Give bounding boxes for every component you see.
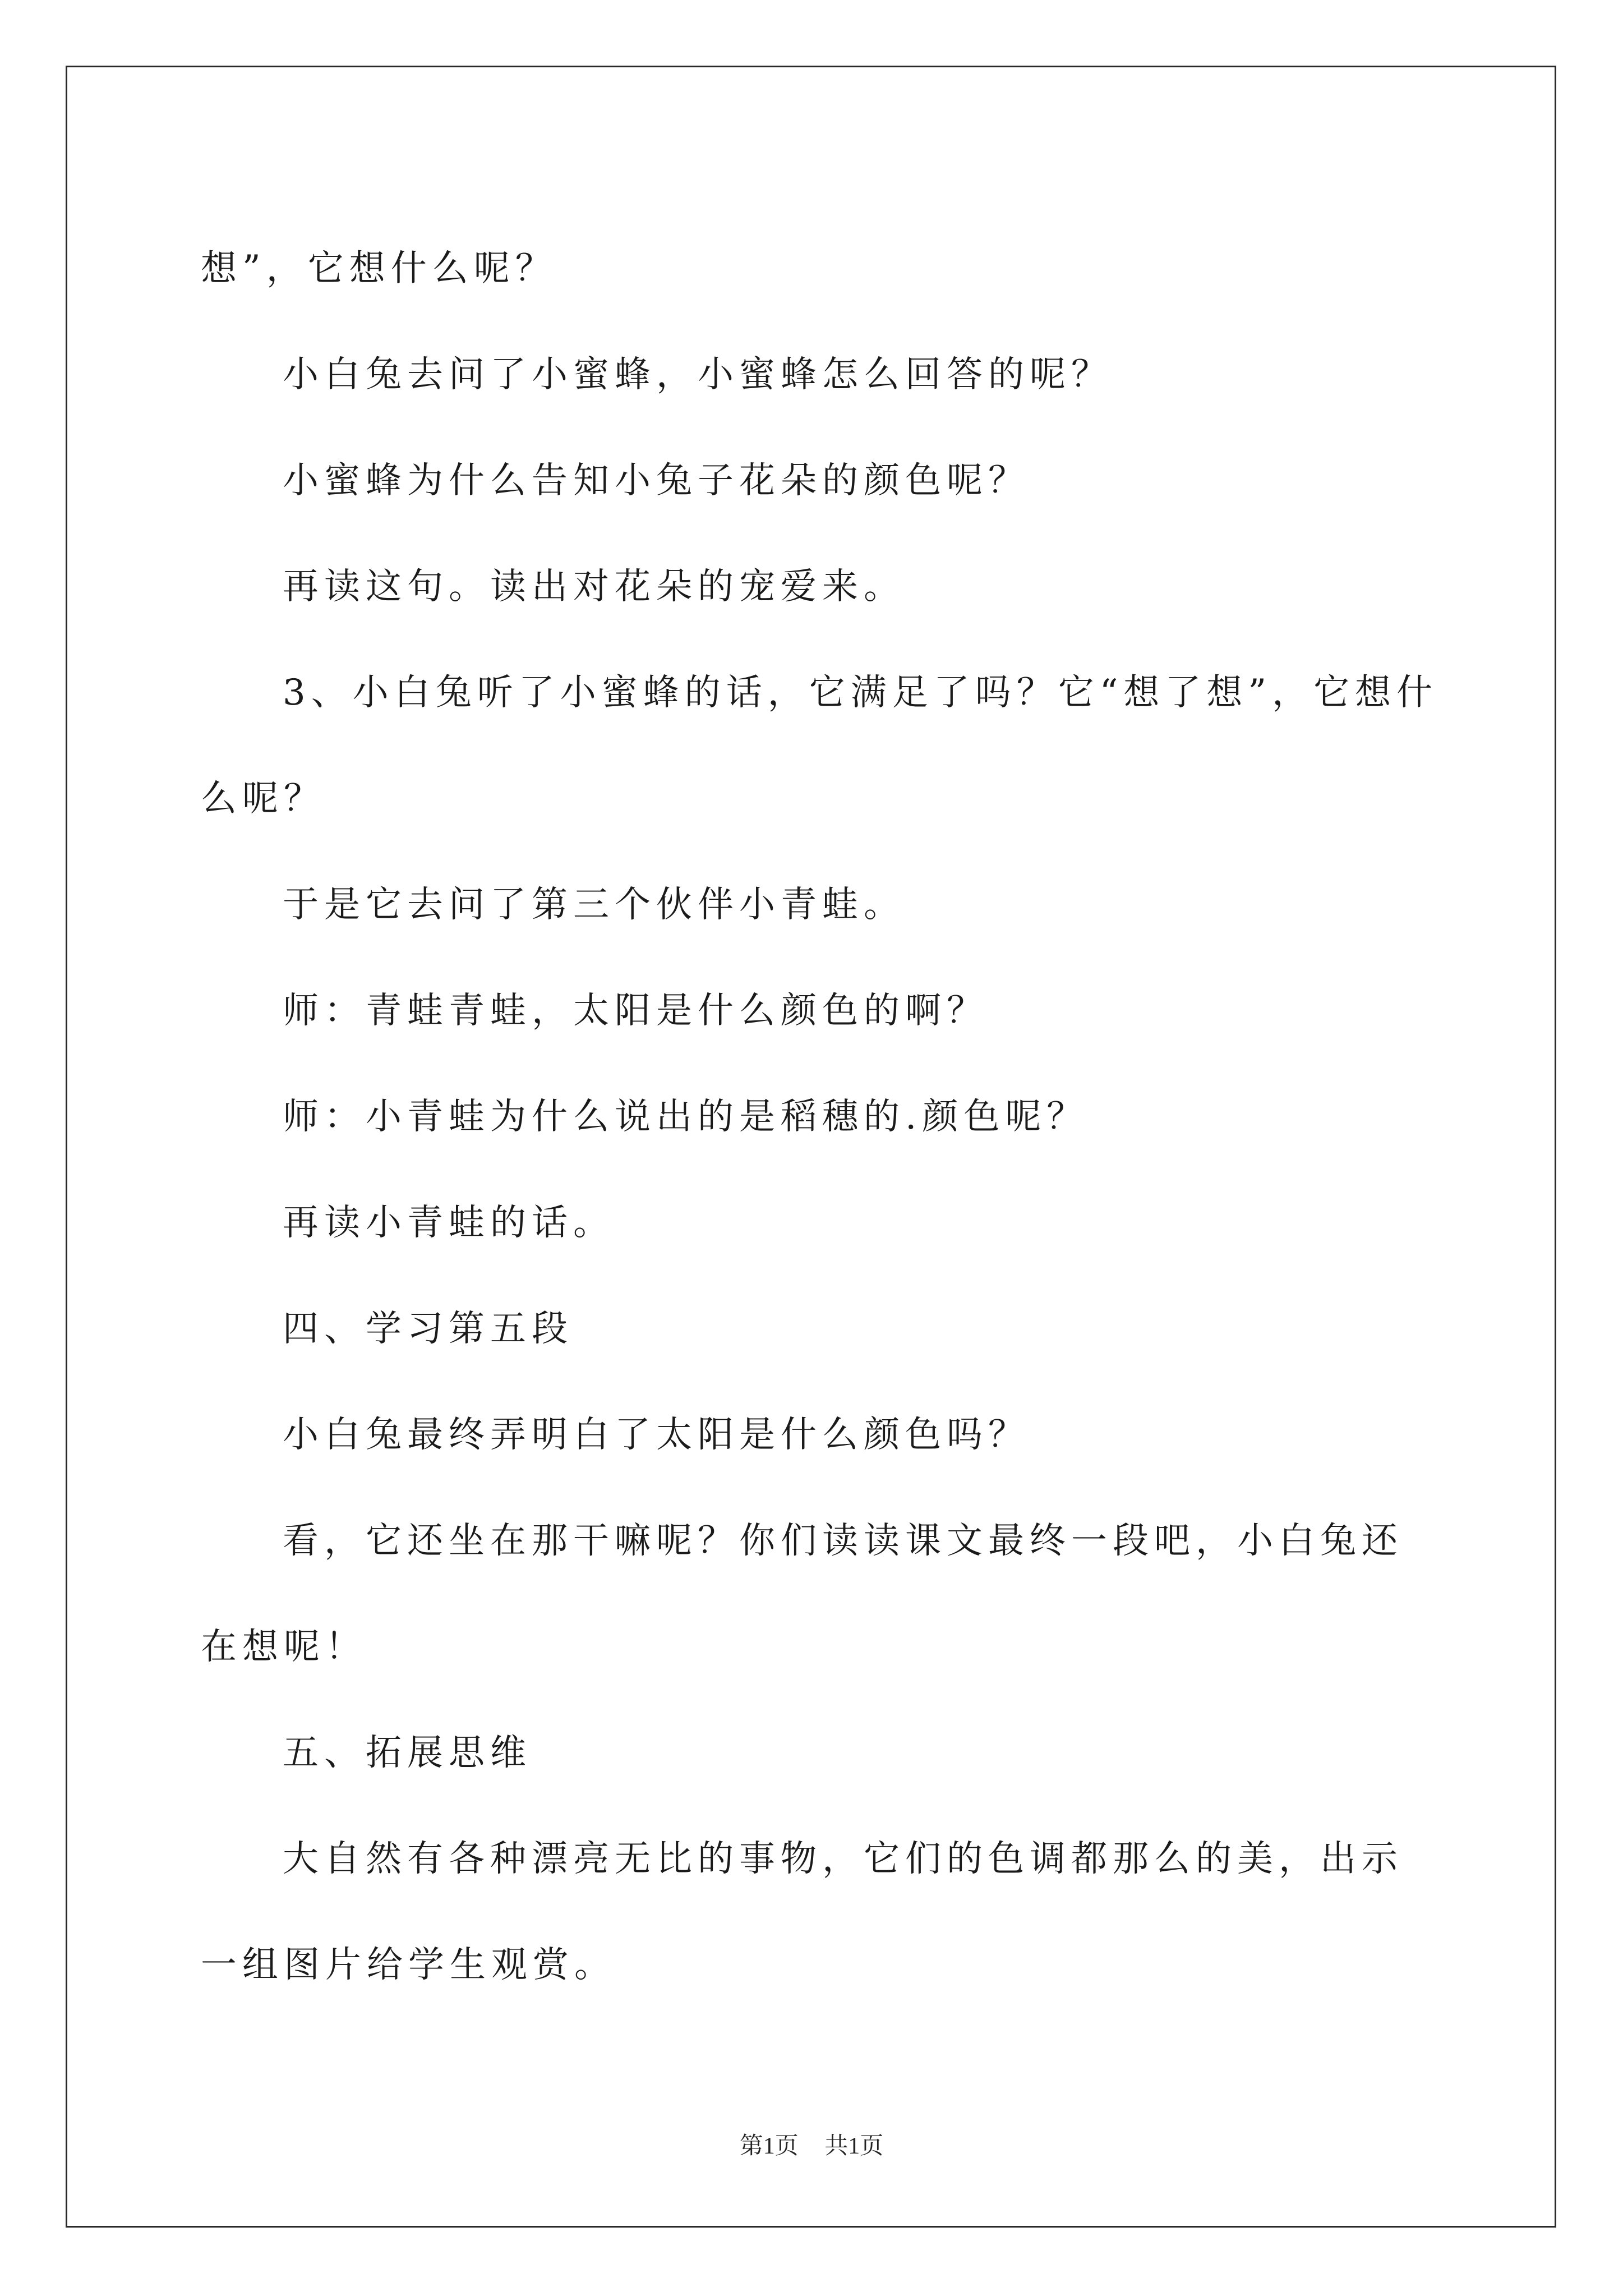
paragraph: 于是它去问了第三个伙伴小青蛙。 bbox=[283, 884, 905, 926]
section-heading: 四、学习第五段 bbox=[283, 1308, 573, 1350]
page-total: 共1页 bbox=[824, 2133, 884, 2159]
paragraph: 看，它还坐在那干嘛呢？你们读读课文最终一段吧，小白兔还在想呢！ bbox=[201, 1520, 1403, 1668]
paragraph: 师：小青蛙为什么说出的是稻穗的.颜色呢？ bbox=[283, 1096, 1089, 1138]
paragraph: 小蜜蜂为什么告知小兔子花朵的颜色呢？ bbox=[283, 460, 1030, 501]
section-heading: 五、拓展思维 bbox=[283, 1732, 532, 1774]
paragraph: 大自然有各种漂亮无比的事物，它们的色调都那么的美，出示一组图片给学生观赏。 bbox=[201, 1838, 1403, 1986]
paragraph: 小白兔去问了小蜜蜂，小蜜蜂怎么回答的呢？ bbox=[283, 354, 1113, 395]
document-body bbox=[201, 216, 1440, 2018]
paragraph: 再读小青蛙的话。 bbox=[283, 1202, 615, 1244]
paragraph: 3、小白兔听了小蜜蜂的话，它满足了吗？它“想了想”，它想什么呢？ bbox=[201, 672, 1438, 820]
page-footer bbox=[0, 2127, 1623, 2161]
paragraph: 师：青蛙青蛙，太阳是什么颜色的啊？ bbox=[283, 990, 988, 1032]
paragraph: 小白兔最终弄明白了太阳是什么颜色吗？ bbox=[283, 1414, 1030, 1456]
paragraph: 想”，它想什么呢？ bbox=[201, 248, 557, 289]
page-number: 第1页 bbox=[739, 2133, 799, 2159]
paragraph: 再读这句。读出对花朵的宠爱来。 bbox=[283, 566, 905, 608]
